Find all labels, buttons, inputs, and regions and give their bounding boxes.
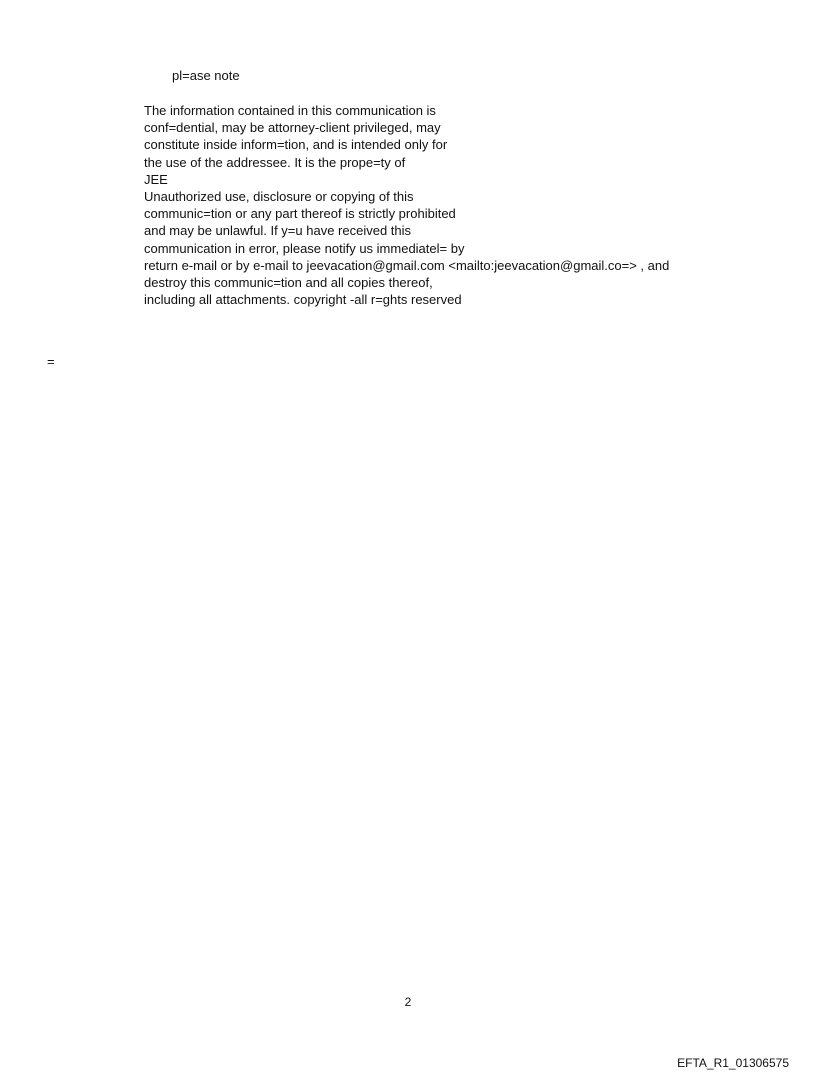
disclaimer-line: JEE (144, 171, 168, 187)
note-heading: pl=ase note (172, 68, 240, 83)
confidentiality-disclaimer (144, 102, 669, 308)
disclaimer-line: including all attachments. copyright -all r=ghts reserved (144, 292, 462, 308)
disclaimer-line: the use of the addressee. It is the prope=ty of (144, 154, 406, 170)
disclaimer-line: Unauthorized use, disclosure or copying of this (144, 188, 414, 204)
disclaimer-line: return e-mail or by e-mail to jeevacation@gmail.com <mailto:jeevacation@gmail.co=> , and (144, 257, 670, 273)
disclaimer-line: constitute inside inform=tion, and is intended only for (144, 137, 448, 153)
disclaimer-line: communic=tion or any part thereof is strictly prohibited (144, 206, 456, 222)
disclaimer-line: destroy this communic=tion and all copies thereof, (144, 274, 433, 290)
disclaimer-line: and may be unlawful. If y=u have received this (144, 223, 412, 239)
stray-equals-mark: = (47, 354, 55, 369)
disclaimer-line: communication in error, please notify us immediatel= by (144, 240, 465, 256)
disclaimer-line: conf=dential, may be attorney-client privileged, may (144, 120, 441, 136)
page-number: 2 (404, 995, 412, 1009)
disclaimer-line: The information contained in this communication is (144, 103, 436, 118)
document-id: EFTA_R1_01306575 (677, 1056, 789, 1070)
